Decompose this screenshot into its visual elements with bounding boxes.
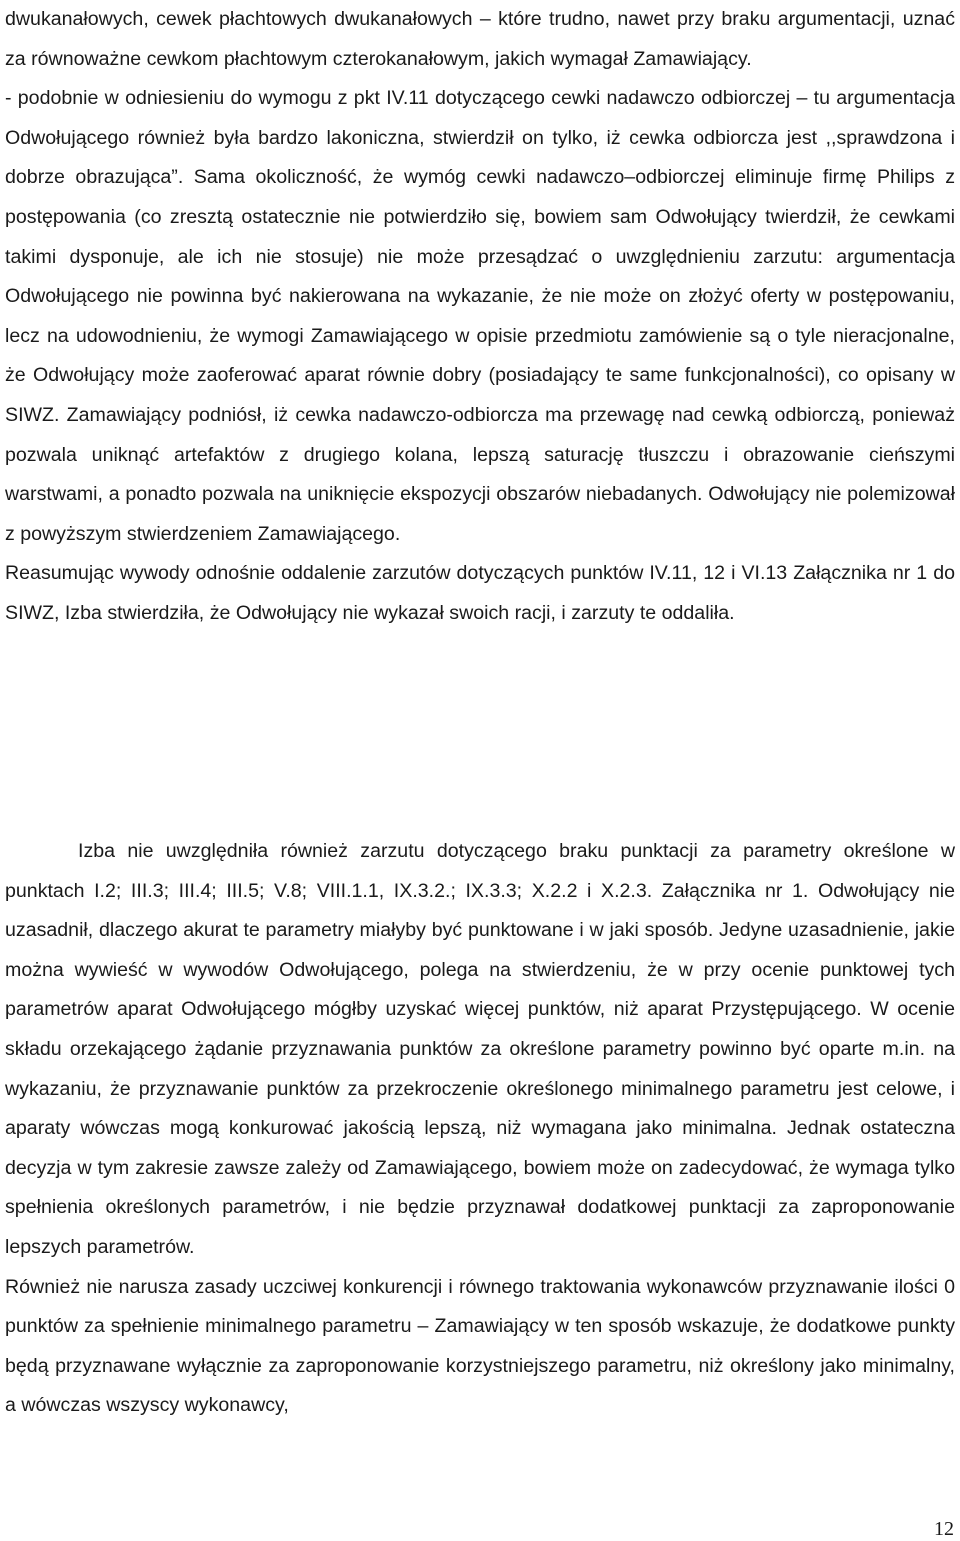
paragraph-summary: Reasumując wywody odnośnie oddalenie zarzutów dotyczących punktów IV.11, 12 i VI.13 Załącznika nr 1 do SIWZ, Izba stwierdziła, że Odwołujący nie wykazał swoich racji, i zarzuty te oddaliła. — [5, 562, 955, 624]
paragraph-competition: Również nie narusza zasady uczciwej konkurencji i równego traktowania wykonawców przyznawanie ilości 0 punktów za spełnienie minimalnego parametru – Zamawiający w ten sposób wskazuje, że dodatkowe punkty będą przyznawane wyłącznie za zaproponowanie korzystniejszego parametru, niż określony jako minimalny, a wówczas wszyscy wykonawcy, — [5, 1275, 955, 1417]
section-two — [5, 832, 955, 1426]
paragraph-scoring: Izba nie uwzględniła również zarzutu dotyczącego braku punktacji za parametry określone w punktach I.2; III.3; III.4; III.5; V.8; VIII.1.1, IX.3.2.; IX.3.3; X.2.2 i X.2.3. Załącznika nr 1. Odwołujący nie uzasadnił, dlaczego akurat te parametry miałyby być punktowane i w jaki sposób. Jedyne uzasadnienie, jakie można wywieść w wywodów Odwołującego, polega na stwierdzeniu, że w przy ocenie punktowej tych parametrów aparat Odwołującego mógłby uzyskać więcej punktów, niż aparat Przystępującego. W ocenie składu orzekającego żądanie przyznawania punktów za określone parametry powinno być oparte m.in. na wykazaniu, że przyznawanie punktów za przekroczenie określonego minimalnego parametru jest celowe, i aparaty wówczas mogą konkurować jakością lepszą, niż wymagana jako minimalna. Jednak ostateczna decyzja w tym zakresie zawsze zależy od Zamawiającego, bowiem może on zadecydować, że wymaga tylko spełnienia określonych parametrów, i nie będzie przyznawał dodatkowej punktacji za zaproponowanie lepszych parametrów. — [5, 840, 955, 1258]
section-one — [5, 0, 955, 634]
paragraph-continuation: dwukanałowych, cewek płachtowych dwukanałowych – które trudno, nawet przy braku argumentacji, uznać za równoważne cewkom płachtowym czterokanałowym, jakich wymagał Zamawiający. — [5, 8, 955, 70]
paragraph-coil-argument: - podobnie w odniesieniu do wymogu z pkt IV.11 dotyczącego cewki nadawczo odbiorczej – tu argumentacja Odwołującego również była bardzo lakoniczna, stwierdził on tylko, iż cewka odbiorcza jest ,,sprawdzona i dobrze obrazująca”. Sama okoliczność, że wymóg cewki nadawczo–odbiorczej eliminuje firmę Philips z postępowania (co zresztą ostatecznie nie potwierdziło się, bowiem sam Odwołujący twierdził, że cewkami takimi dysponuje, ale ich nie stosuje) nie może przesądzać o uwzględnieniu zarzutu: argumentacja Odwołującego nie powinna być nakierowana na wykazanie, że nie może on złożyć oferty w postępowaniu, lecz na udowodnieniu, że wymogi Zamawiającego w opisie przedmiotu zamówienie są o tyle nieracjonalne, że Odwołujący może zaoferować aparat równie dobry (posiadający te same funkcjonalności), co opisany w SIWZ. Zamawiający podniósł, iż cewka nadawczo-odbiorcza ma przewagę nad cewką odbiorczą, ponieważ pozwala uniknąć artefaktów z drugiego kolana, lepszą saturację tłuszczu i obrazowanie cieńszymi warstwami, a ponadto pozwala na uniknięcie ekspozycji obszarów niebadanych. Odwołujący nie polemizował z powyższym stwierdzeniem Zamawiającego. — [5, 87, 955, 545]
page-number: 12 — [934, 1518, 954, 1540]
